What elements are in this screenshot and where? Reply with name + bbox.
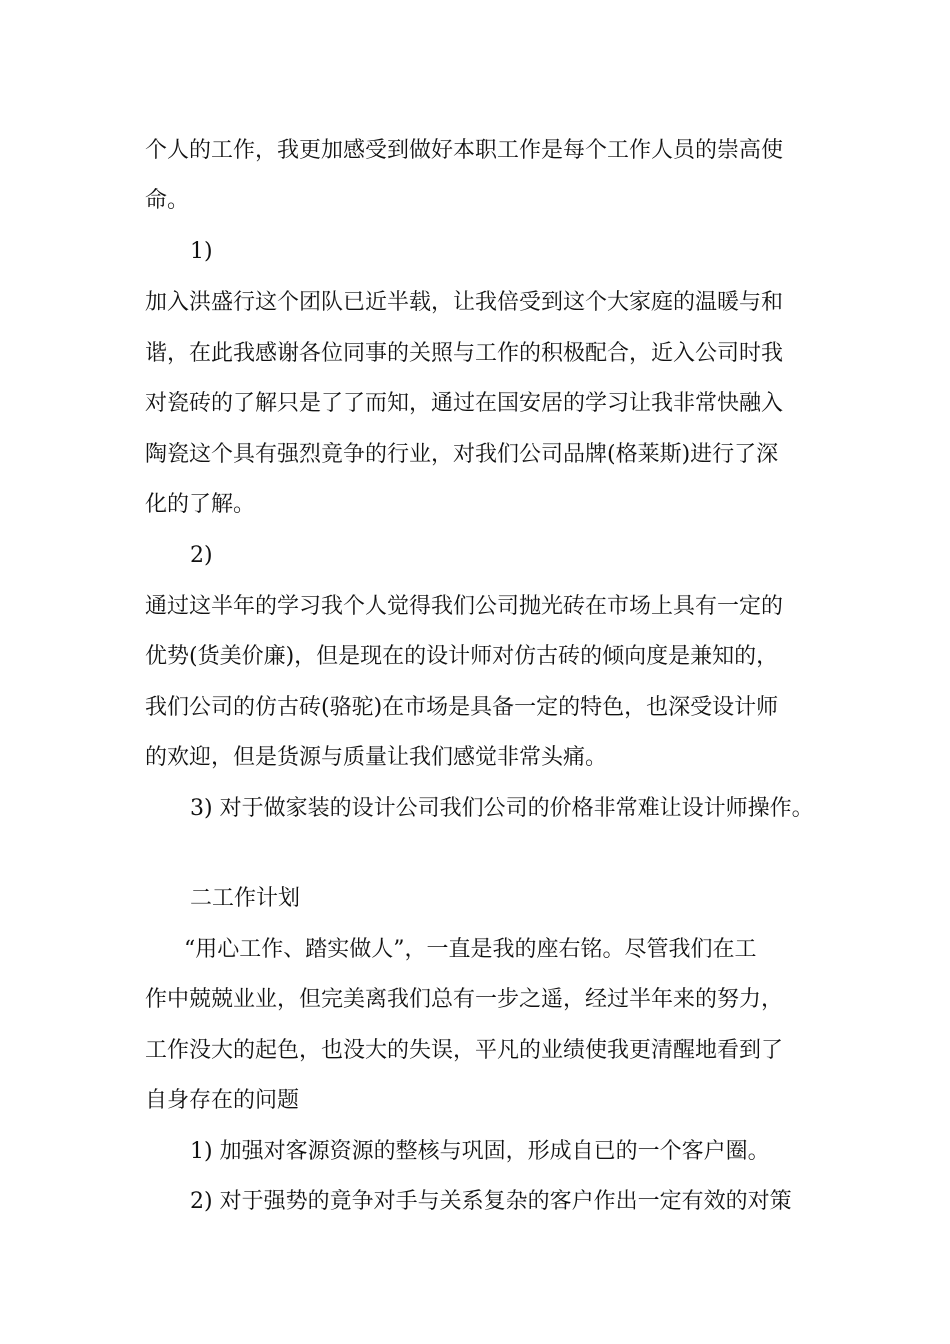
section-heading: 二工作计划	[190, 886, 301, 911]
paragraph-line: 作中兢兢业业，但完美离我们总有一步之遥，经过半年来的努力，	[145, 987, 784, 1012]
paragraph-line: 个人的工作，我更加感受到做好本职工作是每个工作人员的崇高使	[145, 138, 784, 163]
list-item: 3) 对于做家装的设计公司我们公司的价格非常难让设计师操作。	[190, 796, 814, 821]
paragraph-line: 优势(货美价廉)，但是现在的设计师对仿古砖的倾向度是兼知的，	[145, 644, 779, 669]
paragraph-line: “用心工作、踏实做人”，一直是我的座右铭。尽管我们在工	[184, 937, 757, 962]
paragraph-line: 加入洪盛行这个团队已近半载，让我倍受到这个大家庭的温暖与和	[145, 290, 784, 315]
list-item: 2) 对于强势的竟争对手与关系复杂的客户作出一定有效的对策	[190, 1189, 792, 1214]
paragraph-line: 自身存在的问题	[145, 1088, 300, 1113]
list-marker: 2)	[190, 543, 213, 568]
paragraph-line: 我们公司的仿古砖(骆驼)在市场是具备一定的特色，也深受设计师	[145, 695, 779, 720]
paragraph-line: 通过这半年的学习我个人觉得我们公司抛光砖在市场上具有一定的	[145, 594, 784, 619]
paragraph-line: 化的了解。	[145, 492, 256, 517]
paragraph-line: 陶瓷这个具有强烈竟争的行业，对我们公司品牌(格莱斯)进行了深	[145, 442, 779, 467]
list-item: 1) 加强对客源资源的整核与巩固，形成自已的一个客户圈。	[190, 1139, 770, 1164]
paragraph-line: 对瓷砖的了解只是了了而知，通过在国安居的学习让我非常快融入	[145, 391, 784, 416]
list-marker: 1)	[190, 239, 213, 264]
paragraph-line: 命。	[145, 188, 190, 213]
paragraph-line: 的欢迎，但是货源与质量让我们感觉非常头痛。	[145, 745, 608, 770]
paragraph-line: 谐，在此我感谢各位同事的关照与工作的积极配合，近入公司时我	[145, 341, 784, 366]
paragraph-line: 工作没大的起色，也没大的失误，平凡的业绩使我更清醒地看到了	[145, 1038, 784, 1063]
